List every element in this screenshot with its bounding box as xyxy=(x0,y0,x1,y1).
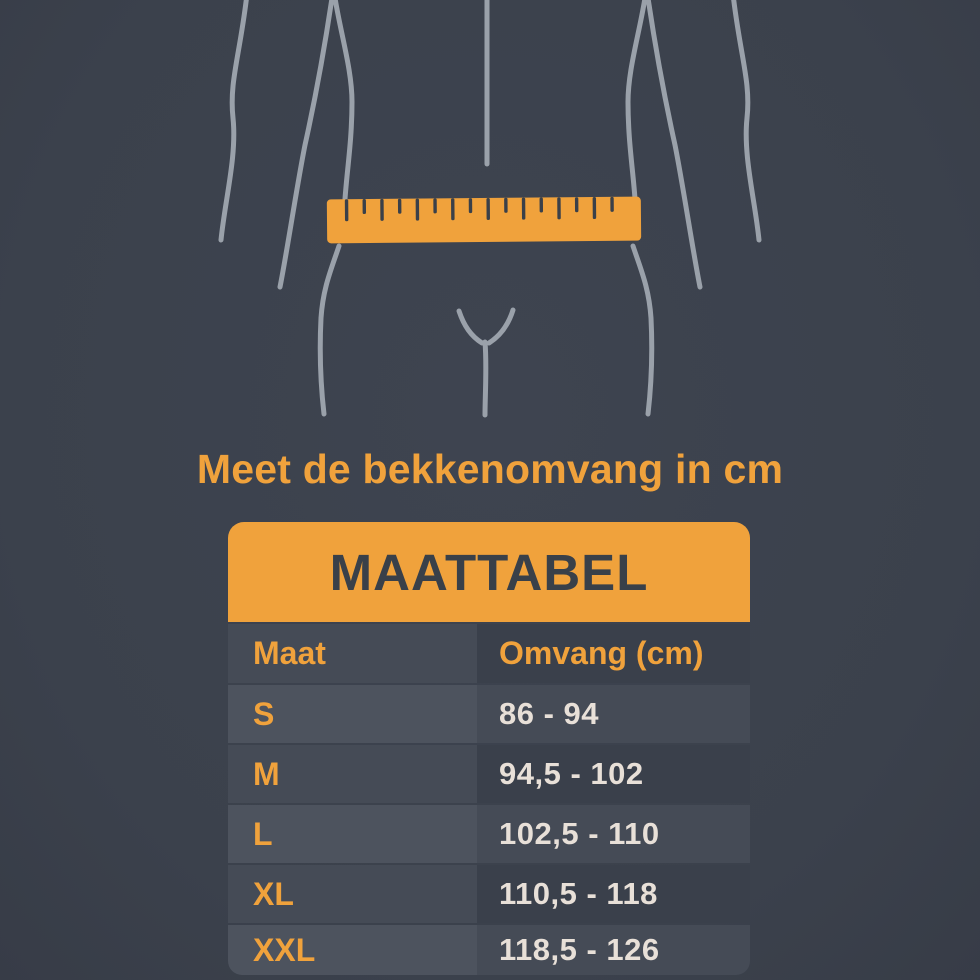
size-cell: M xyxy=(228,745,477,803)
table-row-m xyxy=(228,745,750,803)
size-cell: XXL xyxy=(228,925,477,975)
range-cell: 110,5 - 118 xyxy=(477,865,750,923)
table-header-row xyxy=(228,624,750,683)
left-arm-outer-line xyxy=(221,0,247,240)
size-table xyxy=(228,522,750,975)
body-outline-illustration xyxy=(0,0,980,446)
range-cell: 102,5 - 110 xyxy=(477,805,750,863)
size-cell: XL xyxy=(228,865,477,923)
range-cell: 86 - 94 xyxy=(477,685,750,743)
table-row-xxl xyxy=(228,925,750,975)
right-torso-line xyxy=(628,0,645,199)
right-arm-outer-line xyxy=(733,0,759,240)
table-row-l xyxy=(228,805,750,863)
size-cell: S xyxy=(228,685,477,743)
table-row-xl xyxy=(228,865,750,923)
size-table-title: MAATTABEL xyxy=(228,522,750,622)
left-hip-line xyxy=(320,246,339,414)
table-row-s xyxy=(228,685,750,743)
cleft-left-line xyxy=(459,311,482,343)
cleft-right-line xyxy=(489,310,513,343)
left-torso-line xyxy=(335,0,352,199)
left-arm-inner-line xyxy=(280,0,332,287)
range-cell: 94,5 - 102 xyxy=(477,745,750,803)
column-header-maat: Maat xyxy=(228,624,477,683)
measure-instruction-text: Meet de bekkenomvang in cm xyxy=(196,445,784,492)
ruler-icon xyxy=(327,197,641,244)
column-header-omvang: Omvang (cm) xyxy=(477,624,750,683)
range-cell: 118,5 - 126 xyxy=(477,925,750,975)
cleft-stem-line xyxy=(485,342,486,415)
right-hip-line xyxy=(633,246,652,414)
right-arm-inner-line xyxy=(648,0,700,287)
size-cell: L xyxy=(228,805,477,863)
